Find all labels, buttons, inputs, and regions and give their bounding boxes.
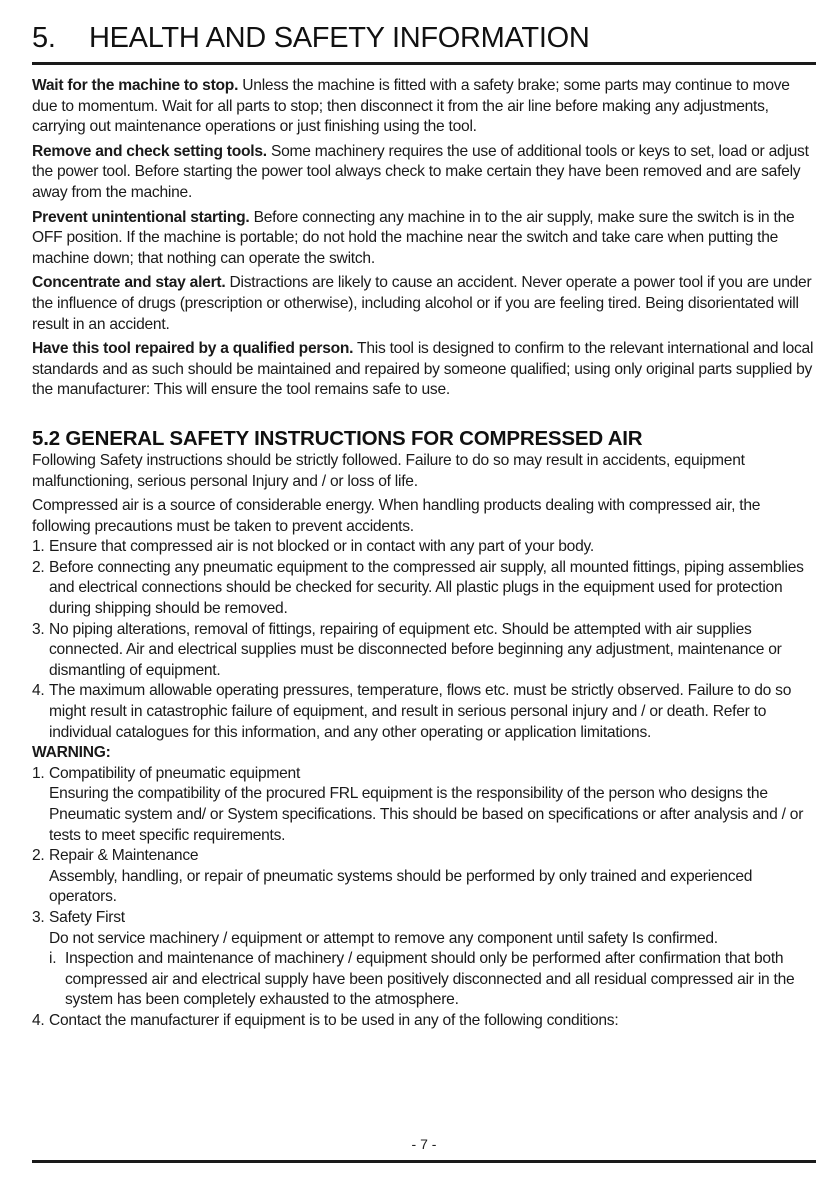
- warning-item: [32, 908, 816, 1011]
- page-number: - 7 -: [411, 1136, 437, 1152]
- section-title-text: HEALTH AND SAFETY INFORMATION: [89, 22, 590, 54]
- paragraph-lead: Concentrate and stay alert.: [32, 274, 226, 292]
- warning-item: [32, 764, 816, 846]
- sub-item-text: Inspection and maintenance of machinery / equipment should only be performed after confirmation that both compressed air and electrical supply have been positively disconnected and all residual compressed air in the system has been completely exhausted to the atmosphere.: [65, 950, 795, 1009]
- item-text: Ensure that compressed air is not blocked or in contact with any part of your body.: [49, 538, 594, 556]
- item-title: Compatibility of pneumatic equipment: [49, 764, 301, 782]
- paragraph-text: Before connecting any machine in to the air supply, make sure the switch is in the OFF position. If the machine is portable; do not hold the machine near the switch and take care when putting the machine down; that nothing can operate the switch.: [32, 208, 795, 267]
- paragraph-text: Unless the machine is fitted with a safety brake; some parts may continue to move due to momentum. Wait for all parts to stop; then disconnect it from the air line before making any adjustments, carrying out maintenance operations or just finishing using the tool.: [32, 77, 790, 136]
- paragraph-text: Some machinery requires the use of additional tools or keys to set, load or adjust the power tool. Before starting the power tool always check to make certain they have been removed and are safely away from the machine.: [32, 142, 809, 201]
- precaution-item: [32, 537, 816, 558]
- item-text: The maximum allowable operating pressures, temperature, flows etc. must be strictly observed. Failure to do so might result in catastrophic failure of equipment, and result in serious personal injury and / or death. Refer to individual catalogues for this information, and any other operating or application limitations.: [49, 682, 792, 741]
- footer-rule: [32, 1160, 816, 1163]
- intro-paragraph: [32, 142, 816, 204]
- item-title: Repair & Maintenance: [49, 847, 199, 865]
- subsection-paragraph: Following Safety instructions should be strictly followed. Failure to do so may result in accidents, equipment malfunctioning, serious personal Injury and / or loss of life.: [32, 451, 745, 490]
- paragraph-lead: Wait for the machine to stop.: [32, 77, 239, 94]
- warning-sub-item: [49, 949, 816, 1011]
- item-text: Assembly, handling, or repair of pneumatic systems should be performed by only trained and experienced operators.: [49, 867, 753, 906]
- item-number: 2.: [32, 558, 45, 576]
- item-title: Contact the manufacturer if equipment is to be used in any of the following conditions:: [49, 1011, 619, 1029]
- subsection-paragraph: Compressed air is a source of considerable energy. When handling products dealing with compressed air, the following precautions must be taken to prevent accidents.: [32, 497, 761, 535]
- item-number: 4.: [32, 682, 45, 700]
- paragraph-lead: Remove and check setting tools.: [32, 142, 267, 160]
- intro-paragraph: [32, 76, 816, 138]
- section-title: [32, 22, 589, 55]
- item-number: 3.: [32, 908, 45, 926]
- item-text: No piping alterations, removal of fittings, repairing of equipment etc. Should be attempted with air supplies connected. Air and electrical supplies must be disconnected before beginning any adjustment, maintenance or dismantling of equipment.: [49, 620, 782, 679]
- item-number: 3.: [32, 620, 45, 638]
- item-number: 1.: [32, 538, 45, 556]
- precaution-item: [32, 620, 816, 682]
- paragraph-text: This tool is designed to confirm to the relevant international and local standards and as such should be maintained and repaired by someone qualified; using only original parts supplied by the manufacturer: This will ensure the tool remains safe to use.: [32, 340, 814, 399]
- sub-item-number: i.: [49, 950, 57, 968]
- item-number: 1.: [32, 764, 45, 782]
- item-text: Do not service machinery / equipment or attempt to remove any component until safety Is confirmed.: [49, 929, 718, 947]
- precaution-item: [32, 558, 816, 620]
- warning-label: WARNING:: [32, 744, 111, 762]
- header-rule: [32, 62, 816, 65]
- item-text: Before connecting any pneumatic equipment to the compressed air supply, all mounted fittings, piping assemblies and electrical connections should be checked for security. All plastic plugs in the equipment used for protection during shipping should be removed.: [49, 558, 804, 618]
- warning-item: [32, 1011, 816, 1032]
- intro-paragraph: [32, 339, 816, 401]
- precaution-item: [32, 681, 816, 743]
- item-number: 4.: [32, 1011, 45, 1029]
- item-title: Safety First: [49, 908, 125, 926]
- paragraph-lead: Have this tool repaired by a qualified person.: [32, 340, 354, 358]
- subsection-heading: 5.2 GENERAL SAFETY INSTRUCTIONS FOR COMPRESSED AIR: [32, 426, 643, 450]
- intro-paragraph: [32, 208, 816, 270]
- body-content: [32, 76, 816, 1032]
- item-text: Ensuring the compatibility of the procured FRL equipment is the responsibility of the person who designs the Pneumatic system and/ or System specifications. This should be based on specifications or after analysis and / or tests to meet specific requirements.: [49, 785, 804, 844]
- section-number: 5.: [32, 22, 56, 54]
- intro-paragraph: [32, 273, 816, 335]
- item-number: 2.: [32, 847, 45, 865]
- paragraph-text: Distractions are likely to cause an accident. Never operate a power tool if you are under the influence of drugs (prescription or otherwise), including alcohol or if you are feeling tired. Being disorientated will result in an accident.: [32, 274, 812, 333]
- warning-item: [32, 846, 816, 908]
- paragraph-lead: Prevent unintentional starting.: [32, 208, 250, 226]
